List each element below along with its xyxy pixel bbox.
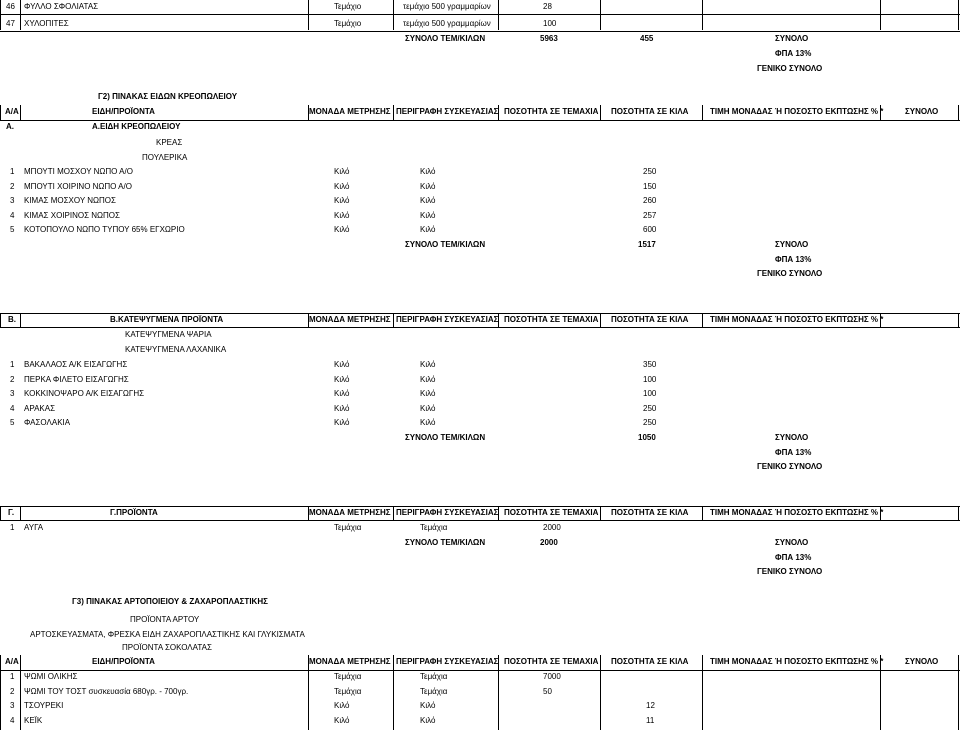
qty-kilos: 11: [646, 715, 655, 725]
header-unit: ΜΟΝΑΔΑ ΜΕΤΡΗΣΗΣ: [309, 657, 391, 666]
header-unit: ΜΟΝΑΔΑ ΜΕΤΡΗΣΗΣ: [309, 315, 391, 324]
qty-pieces: 7000: [543, 672, 561, 681]
qty-kilos: 257: [643, 210, 657, 220]
unit-cell: Τεμάχια: [334, 686, 362, 696]
unit-cell: Κιλό: [334, 360, 350, 369]
column-divider: [393, 0, 394, 30]
unit-cell: Κιλό: [334, 403, 350, 413]
column-divider: [498, 506, 499, 520]
header-kilos: ΠΟΣΟΤΗΤΑ ΣΕ ΚΙΛΑ: [611, 508, 689, 517]
summary-vat: ΦΠΑ 13%: [775, 49, 812, 58]
unit-cell: Κιλό: [334, 418, 350, 428]
header-package: ΠΕΡΙΓΡΑΦΗ ΣΥΣΚΕΥΑΣΙΑΣ: [396, 315, 499, 324]
row-divider: [0, 520, 960, 521]
column-divider: [0, 313, 1, 327]
column-divider: [20, 0, 21, 30]
item-name: ΨΩΜΙ ΟΛΙΚΗΣ: [24, 672, 78, 681]
column-divider: [600, 105, 601, 120]
unit-cell: Κιλό: [334, 701, 350, 711]
summary-total: ΣΥΝΟΛΟ: [775, 433, 809, 442]
package-cell: Τεμάχια: [420, 523, 448, 532]
qty-pieces: 50: [543, 686, 552, 696]
column-divider: [498, 655, 499, 730]
item-name: ΚΟΚΚΙΝΟΨΑΡΟ Α/Κ ΕΙΣΑΓΩΓΗΣ: [24, 389, 145, 399]
subsection: ΚΡΕΑΣ: [156, 138, 183, 147]
row-number: 3: [10, 701, 15, 711]
header-pieces: ΠΟΣΟΤΗΤΑ ΣΕ ΤΕΜΑΧΙΑ: [504, 508, 599, 517]
unit-cell: Κιλό: [334, 389, 350, 399]
row-divider: [0, 670, 960, 671]
row-number: 46: [6, 2, 15, 11]
row-number: 2: [10, 181, 15, 191]
unit-cell: Κιλό: [334, 715, 350, 725]
item-name: ΠΕΡΚΑ ΦΙΛΕΤΟ ΕΙΣΑΓΩΓΗΣ: [24, 374, 129, 384]
column-divider: [880, 0, 881, 30]
qty-pieces: 2000: [543, 523, 561, 532]
row-number: 4: [10, 715, 15, 725]
column-divider: [880, 506, 881, 520]
row-divider: [0, 14, 960, 15]
column-divider: [393, 655, 394, 730]
row-number: 3: [10, 196, 15, 206]
subsection: ΠΟΥΛΕΡΙΚΑ: [142, 153, 188, 162]
header-pieces: ΠΟΣΟΤΗΤΑ ΣΕ ΤΕΜΑΧΙΑ: [504, 315, 599, 324]
qty-kilos: 350: [643, 360, 657, 369]
column-divider: [702, 0, 703, 30]
row-divider: [0, 327, 960, 328]
qty-kilos: 150: [643, 181, 657, 191]
row-number: 5: [10, 225, 15, 235]
package-cell: τεμάχιο 500 γραμμαρίων: [403, 2, 491, 11]
column-divider: [20, 313, 21, 327]
header-price: ΤΙΜΗ ΜΟΝΑΔΑΣ Ή ΠΟΣΟΣΤΟ ΕΚΠΤΩΣΗΣ % *: [710, 657, 884, 666]
summary-grand: ΓΕΝΙΚΟ ΣΥΝΟΛΟ: [757, 269, 823, 279]
header-package: ΠΕΡΙΓΡΑΦΗ ΣΥΣΚΕΥΑΣΙΑΣ: [396, 508, 499, 517]
column-divider: [958, 313, 959, 327]
header-item: Γ.ΠΡΟΪΟΝΤΑ: [110, 508, 158, 517]
package-cell: Κιλό: [420, 360, 436, 369]
column-divider: [702, 506, 703, 520]
package-cell: Κιλό: [420, 181, 436, 191]
row-number: 4: [10, 210, 15, 220]
row-number: 1: [10, 672, 15, 681]
column-divider: [393, 506, 394, 520]
summary-label: ΣΥΝΟΛΟ ΤΕΜ/ΚΙΛΩΝ: [405, 34, 486, 43]
summary-total: ΣΥΝΟΛΟ: [775, 34, 809, 43]
header-aa: Γ.: [8, 508, 15, 517]
row-number: 1: [10, 523, 15, 532]
column-divider: [498, 0, 499, 30]
row-number: 1: [10, 167, 15, 176]
header-package: ΠΕΡΙΓΡΑΦΗ ΣΥΣΚΕΥΑΣΙΑΣ: [396, 107, 499, 116]
qty-kilos: 600: [643, 225, 657, 235]
table-title: Γ3) ΠΙΝΑΚΑΣ ΑΡΤΟΠΟΙΕΙΟΥ & ΖΑΧΑΡΟΠΛΑΣΤΙΚΗΣ: [72, 597, 268, 606]
column-divider: [880, 313, 881, 327]
qty-pieces: 100: [543, 19, 557, 28]
qty-kilos: 100: [643, 374, 657, 384]
unit-cell: Κιλό: [334, 181, 350, 191]
section-title: Α.ΕΙΔΗ ΚΡΕΟΠΩΛΕΙΟΥ: [92, 122, 181, 131]
package-cell: Κιλό: [420, 210, 436, 220]
item-name: ΧΥΛΟΠΙΤΕΣ: [24, 19, 69, 28]
header-package: ΠΕΡΙΓΡΑΦΗ ΣΥΣΚΕΥΑΣΙΑΣ: [396, 657, 499, 666]
summary-kilos: 1517: [638, 240, 656, 249]
unit-cell: Τεμάχια: [334, 672, 362, 681]
summary-vat: ΦΠΑ 13%: [775, 447, 812, 457]
subsection: ΑΡΤΟΣΚΕΥΑΣΜΑΤΑ, ΦΡΕΣΚΑ ΕΙΔΗ ΖΑΧΑΡΟΠΛΑΣΤΙΚΗΣ ΚΑΙ ΓΛΥΚΙΣΜΑΤΑ: [30, 630, 305, 639]
qty-kilos: 12: [646, 701, 655, 711]
column-divider: [600, 0, 601, 30]
package-cell: Κιλό: [420, 167, 436, 176]
summary-label: ΣΥΝΟΛΟ ΤΕΜ/ΚΙΛΩΝ: [405, 433, 486, 442]
row-number: 2: [10, 686, 15, 696]
header-price: ΤΙΜΗ ΜΟΝΑΔΑΣ Ή ΠΟΣΟΣΤΟ ΕΚΠΤΩΣΗΣ % *: [710, 508, 884, 517]
column-divider: [308, 506, 309, 520]
column-divider: [308, 313, 309, 327]
row-number: 1: [10, 360, 15, 369]
row-divider: [0, 31, 960, 32]
header-kilos: ΠΟΣΟΤΗΤΑ ΣΕ ΚΙΛΑ: [611, 315, 689, 324]
table-title: Γ2) ΠΙΝΑΚΑΣ ΕΙΔΩΝ ΚΡΕΟΠΩΛΕΙΟΥ: [98, 92, 238, 101]
summary-vat: ΦΠΑ 13%: [775, 254, 812, 264]
column-divider: [0, 0, 1, 30]
row-number: 2: [10, 374, 15, 384]
unit-cell: Τεμάχιο: [334, 19, 362, 28]
column-divider: [308, 0, 309, 30]
row-number: 47: [6, 19, 15, 28]
qty-kilos: 100: [643, 389, 657, 399]
row-divider: [0, 313, 960, 314]
summary-total: ΣΥΝΟΛΟ: [775, 240, 809, 249]
column-divider: [880, 105, 881, 120]
qty-kilos: 260: [643, 196, 657, 206]
column-divider: [0, 655, 1, 730]
column-divider: [308, 105, 309, 120]
item-name: ΑΥΓΑ: [24, 523, 44, 532]
header-item: ΕΙΔΗ/ΠΡΟΪΟΝΤΑ: [92, 107, 155, 116]
column-divider: [958, 506, 959, 520]
summary-pieces: 2000: [540, 538, 558, 547]
unit-cell: Τεμάχια: [334, 523, 362, 532]
unit-cell: Κιλό: [334, 374, 350, 384]
item-name: ΜΠΟΥΤΙ ΧΟΙΡΙΝΟ ΝΩΠΟ Α/Ο: [24, 181, 132, 191]
qty-kilos: 250: [643, 403, 657, 413]
column-divider: [702, 313, 703, 327]
unit-cell: Κιλό: [334, 196, 350, 206]
summary-kilos: 455: [640, 34, 654, 43]
package-cell: Κιλό: [420, 389, 436, 399]
header-unit: ΜΟΝΑΔΑ ΜΕΤΡΗΣΗΣ: [309, 508, 391, 517]
column-divider: [600, 506, 601, 520]
summary-label: ΣΥΝΟΛΟ ΤΕΜ/ΚΙΛΩΝ: [405, 538, 486, 547]
column-divider: [600, 655, 601, 730]
item-name: ΚΙΜΑΣ ΜΟΣΧΟΥ ΝΩΠΟΣ: [24, 196, 116, 206]
package-cell: Κιλό: [420, 196, 436, 206]
summary-kilos: 1050: [638, 433, 656, 442]
subsection: ΠΡΟΪΟΝΤΑ ΑΡΤΟΥ: [130, 615, 200, 624]
column-divider: [0, 105, 1, 120]
row-number: 5: [10, 418, 15, 428]
package-cell: Κιλό: [420, 701, 436, 711]
column-divider: [600, 313, 601, 327]
package-cell: Κιλό: [420, 403, 436, 413]
item-name: ΒΑΚΑΛΑΟΣ Α/Κ ΕΙΣΑΓΩΓΗΣ: [24, 360, 128, 369]
item-name: ΜΠΟΥΤΙ ΜΟΣΧΟΥ ΝΩΠΟ Α/Ο: [24, 167, 133, 176]
column-divider: [0, 506, 1, 520]
summary-grand: ΓΕΝΙΚΟ ΣΥΝΟΛΟ: [757, 64, 823, 73]
header-item: ΕΙΔΗ/ΠΡΟΪΟΝΤΑ: [92, 657, 155, 666]
summary-vat: ΦΠΑ 13%: [775, 552, 812, 562]
item-name: ΑΡΑΚΑΣ: [24, 403, 56, 413]
row-divider: [0, 506, 960, 507]
package-cell: τεμάχιο 500 γραμμαρίων: [403, 19, 491, 28]
header-price: ΤΙΜΗ ΜΟΝΑΔΑΣ Ή ΠΟΣΟΣΤΟ ΕΚΠΤΩΣΗΣ % *: [710, 107, 884, 116]
unit-cell: Κιλό: [334, 210, 350, 220]
summary-grand: ΓΕΝΙΚΟ ΣΥΝΟΛΟ: [757, 567, 823, 577]
unit-cell: Τεμάχιο: [334, 2, 362, 11]
header-aa: Β.: [8, 315, 16, 324]
section-code: Α.: [6, 122, 14, 131]
qty-pieces: 28: [543, 2, 552, 11]
column-divider: [20, 655, 21, 730]
subsection: ΚΑΤΕΨΥΓΜΕΝΑ ΛΑΧΑΝΙΚΑ: [125, 345, 227, 354]
item-name: ΦΥΛΛΟ ΣΦΟΛΙΑΤΑΣ: [24, 2, 99, 11]
column-divider: [498, 313, 499, 327]
header-pieces: ΠΟΣΟΤΗΤΑ ΣΕ ΤΕΜΑΧΙΑ: [504, 107, 599, 116]
row-divider: [0, 120, 960, 121]
column-divider: [20, 506, 21, 520]
item-name: ΨΩΜΙ ΤΟΥ ΤΟΣΤ συσκευασία 680γρ. - 700γρ.: [24, 686, 189, 696]
item-name: ΚΙΜΑΣ ΧΟΙΡΙΝΟΣ ΝΩΠΟΣ: [24, 210, 120, 220]
package-cell: Κιλό: [420, 374, 436, 384]
column-divider: [702, 105, 703, 120]
summary-label: ΣΥΝΟΛΟ ΤΕΜ/ΚΙΛΩΝ: [405, 240, 486, 249]
column-divider: [308, 655, 309, 730]
column-divider: [393, 313, 394, 327]
package-cell: Τεμάχια: [420, 686, 448, 696]
item-name: ΚΟΤΟΠΟΥΛΟ ΝΩΠΟ ΤΥΠΟΥ 65% ΕΓΧΩΡΙΟ: [24, 225, 185, 235]
header-aa: Α/Α: [5, 107, 19, 116]
header-aa: Α/Α: [5, 657, 19, 666]
row-number: 3: [10, 389, 15, 399]
header-unit: ΜΟΝΑΔΑ ΜΕΤΡΗΣΗΣ: [309, 107, 391, 116]
qty-kilos: 250: [643, 167, 657, 176]
header-total: ΣΥΝΟΛΟ: [905, 107, 939, 116]
item-name: ΚΕΪΚ: [24, 715, 43, 725]
column-divider: [958, 655, 959, 730]
column-divider: [958, 105, 959, 120]
qty-kilos: 250: [643, 418, 657, 428]
package-cell: Κιλό: [420, 225, 436, 235]
subsection: ΠΡΟΪΟΝΤΑ ΣΟΚΟΛΑΤΑΣ: [122, 643, 212, 652]
item-name: ΤΣΟΥΡΕΚΙ: [24, 701, 64, 711]
summary-total: ΣΥΝΟΛΟ: [775, 538, 809, 547]
package-cell: Κιλό: [420, 418, 436, 428]
package-cell: Τεμάχια: [420, 672, 448, 681]
column-divider: [958, 0, 959, 30]
subsection: ΚΑΤΕΨΥΓΜΕΝΑ ΨΑΡΙΑ: [125, 330, 212, 339]
column-divider: [702, 655, 703, 730]
unit-cell: Κιλό: [334, 225, 350, 235]
header-price: ΤΙΜΗ ΜΟΝΑΔΑΣ Ή ΠΟΣΟΣΤΟ ΕΚΠΤΩΣΗΣ % *: [710, 315, 884, 324]
header-kilos: ΠΟΣΟΤΗΤΑ ΣΕ ΚΙΛΑ: [611, 107, 689, 116]
column-divider: [498, 105, 499, 120]
header-total: ΣΥΝΟΛΟ: [905, 657, 939, 666]
header-item: Β.ΚΑΤΕΨΥΓΜΕΝΑ ΠΡΟΪΟΝΤΑ: [110, 315, 224, 324]
header-pieces: ΠΟΣΟΤΗΤΑ ΣΕ ΤΕΜΑΧΙΑ: [504, 657, 599, 666]
row-number: 4: [10, 403, 15, 413]
column-divider: [880, 655, 881, 730]
package-cell: Κιλό: [420, 715, 436, 725]
summary-pieces: 5963: [540, 34, 558, 43]
column-divider: [20, 105, 21, 120]
header-kilos: ΠΟΣΟΤΗΤΑ ΣΕ ΚΙΛΑ: [611, 657, 689, 666]
unit-cell: Κιλό: [334, 167, 350, 176]
summary-grand: ΓΕΝΙΚΟ ΣΥΝΟΛΟ: [757, 462, 823, 472]
item-name: ΦΑΣΟΛΑΚΙΑ: [24, 418, 71, 428]
column-divider: [393, 105, 394, 120]
